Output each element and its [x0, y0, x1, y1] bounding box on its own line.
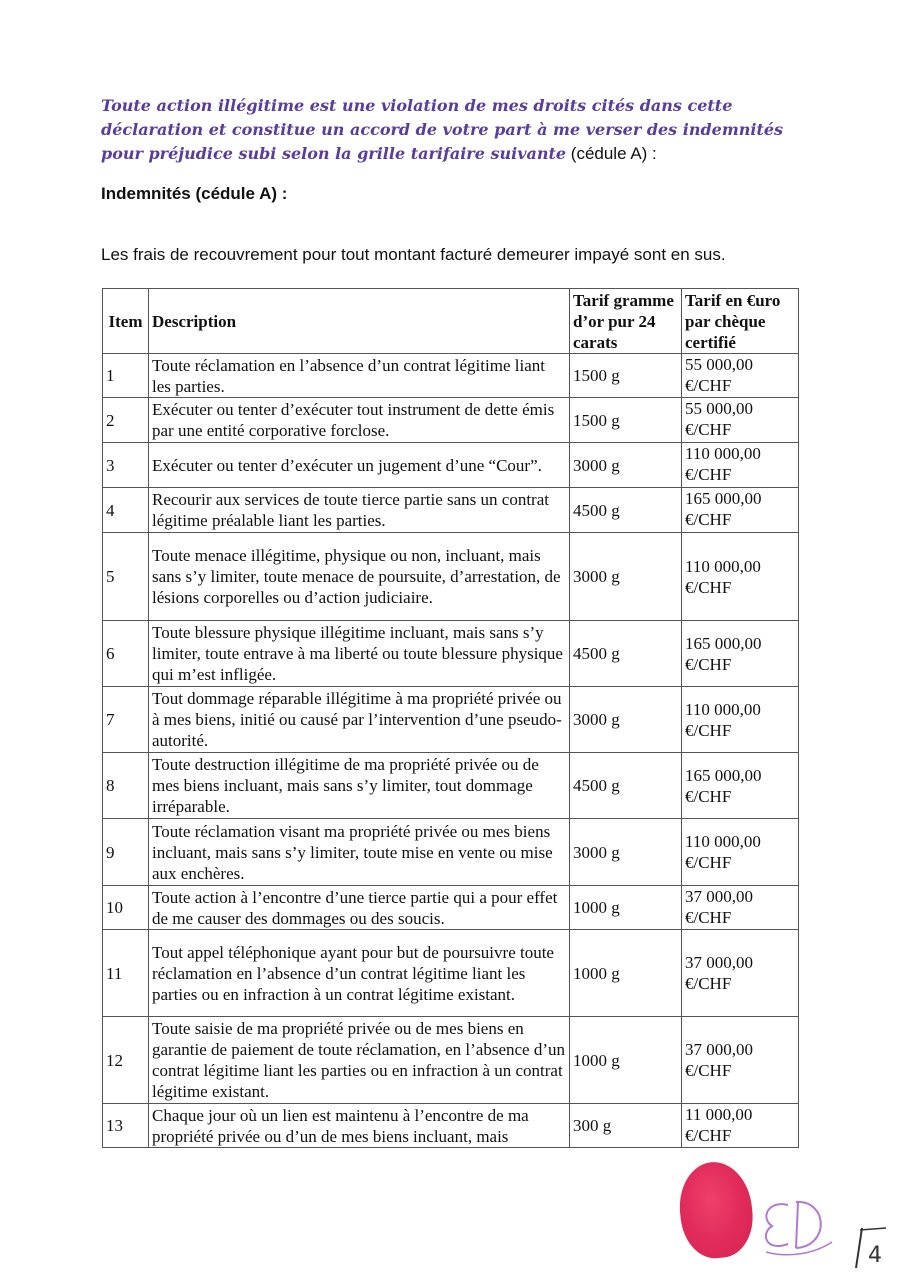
table-row	[103, 1017, 799, 1104]
row-item-number: 2	[103, 398, 149, 443]
row-euro-rate: 55 000,00 €/CHF	[682, 398, 799, 443]
row-euro-rate: 110 000,00 €/CHF	[682, 687, 799, 753]
row-description: Tout dommage réparable illégitime à ma propriété privée ou à mes biens, initié ou causé par l’intervention d’une pseudo-autorité.	[149, 687, 570, 753]
row-gold-rate: 1000 g	[570, 930, 682, 1017]
header-item: Item	[103, 289, 149, 354]
row-gold-rate: 1000 g	[570, 886, 682, 930]
row-euro-rate: 165 000,00 €/CHF	[682, 753, 799, 819]
table-header-row	[103, 289, 799, 354]
row-gold-rate: 3000 g	[570, 687, 682, 753]
row-description: Chaque jour où un lien est maintenu à l’encontre de ma propriété privée ou d’un de mes biens incluant, mais	[149, 1104, 570, 1148]
page-number-mark	[852, 1222, 892, 1272]
row-item-number: 8	[103, 753, 149, 819]
row-description: Tout appel téléphonique ayant pour but de poursuivre toute réclamation en l’absence d’un contrat légitime liant les parties ou en infraction à un contrat légitime existant.	[149, 930, 570, 1017]
row-item-number: 7	[103, 687, 149, 753]
row-description: Exécuter ou tenter d’exécuter tout instrument de dette émis par une entité corporative forclose.	[149, 398, 570, 443]
row-euro-rate: 11 000,00 €/CHF	[682, 1104, 799, 1148]
row-euro-rate: 37 000,00 €/CHF	[682, 886, 799, 930]
row-description: Exécuter ou tenter d’exécuter un jugement d’une “Cour”.	[149, 443, 570, 488]
row-euro-rate: 110 000,00 €/CHF	[682, 533, 799, 621]
row-gold-rate: 3000 g	[570, 443, 682, 488]
row-description: Toute menace illégitime, physique ou non, incluant, mais sans s’y limiter, toute menace de poursuite, d’arrestation, de lésions corporelles ou d’action judiciaire.	[149, 533, 570, 621]
row-gold-rate: 4500 g	[570, 753, 682, 819]
table-row	[103, 687, 799, 753]
row-gold-rate: 300 g	[570, 1104, 682, 1148]
table-row	[103, 354, 799, 398]
table-row	[103, 443, 799, 488]
row-item-number: 4	[103, 488, 149, 533]
intro-paragraph	[101, 94, 791, 166]
row-gold-rate: 4500 g	[570, 621, 682, 687]
row-description: Recourir aux services de toute tierce partie sans un contrat légitime préalable liant les parties.	[149, 488, 570, 533]
row-item-number: 6	[103, 621, 149, 687]
indemnity-table	[102, 288, 799, 1148]
row-item-number: 13	[103, 1104, 149, 1148]
row-euro-rate: 165 000,00 €/CHF	[682, 488, 799, 533]
signature-initials	[758, 1190, 838, 1260]
row-euro-rate: 110 000,00 €/CHF	[682, 819, 799, 886]
row-description: Toute destruction illégitime de ma propriété privée ou de mes biens incluant, mais sans s’y limiter, tout dommage irréparable.	[149, 753, 570, 819]
row-description: Toute blessure physique illégitime incluant, mais sans s’y limiter, toute entrave à ma liberté ou toute blessure physique qui m’est infligée.	[149, 621, 570, 687]
row-description: Toute réclamation en l’absence d’un contrat légitime liant les parties.	[149, 354, 570, 398]
row-gold-rate: 3000 g	[570, 533, 682, 621]
table-row	[103, 621, 799, 687]
row-euro-rate: 37 000,00 €/CHF	[682, 930, 799, 1017]
row-item-number: 5	[103, 533, 149, 621]
row-euro-rate: 110 000,00 €/CHF	[682, 443, 799, 488]
table-row	[103, 930, 799, 1017]
table-row	[103, 753, 799, 819]
header-description: Description	[149, 289, 570, 354]
row-description: Toute action à l’encontre d’une tierce partie qui a pour effet de me causer des dommages ou des soucis.	[149, 886, 570, 930]
page-number: 4	[868, 1243, 882, 1268]
section-heading: Indemnités (cédule A) :	[101, 184, 288, 203]
header-gold-rate: Tarif gramme d’or pur 24 carats	[570, 289, 682, 354]
table-row	[103, 488, 799, 533]
fingerprint-stamp	[675, 1158, 757, 1261]
header-euro-rate: Tarif en €uro par chèque certifié	[682, 289, 799, 354]
row-gold-rate: 1000 g	[570, 1017, 682, 1104]
row-item-number: 10	[103, 886, 149, 930]
table-row	[103, 398, 799, 443]
collection-fees-note: Les frais de recouvrement pour tout montant facturé demeurer impayé sont en sus.	[101, 245, 726, 264]
table-row	[103, 886, 799, 930]
row-item-number: 3	[103, 443, 149, 488]
row-description: Toute saisie de ma propriété privée ou de mes biens en garantie de paiement de toute réclamation, en l’absence d’un contrat légitime liant les parties ou en infraction à un contrat légitime existant.	[149, 1017, 570, 1104]
row-item-number: 12	[103, 1017, 149, 1104]
row-gold-rate: 1500 g	[570, 398, 682, 443]
row-item-number: 9	[103, 819, 149, 886]
row-item-number: 1	[103, 354, 149, 398]
row-euro-rate: 165 000,00 €/CHF	[682, 621, 799, 687]
row-gold-rate: 1500 g	[570, 354, 682, 398]
row-item-number: 11	[103, 930, 149, 1017]
intro-typed-text: (cédule A) :	[566, 144, 657, 163]
table-row	[103, 819, 799, 886]
row-euro-rate: 55 000,00 €/CHF	[682, 354, 799, 398]
row-gold-rate: 3000 g	[570, 819, 682, 886]
table-row	[103, 1104, 799, 1148]
row-euro-rate: 37 000,00 €/CHF	[682, 1017, 799, 1104]
row-gold-rate: 4500 g	[570, 488, 682, 533]
table-row	[103, 533, 799, 621]
intro-handwritten-text: Toute action illégitime est une violation de mes droits cités dans cette déclaration et constitue un accord de votre part à me verser des indemnités pour préjudice subi selon la grille tarifaire suivante	[101, 96, 784, 163]
row-description: Toute réclamation visant ma propriété privée ou mes biens incluant, mais sans s’y limiter, toute mise en vente ou mise aux enchères.	[149, 819, 570, 886]
